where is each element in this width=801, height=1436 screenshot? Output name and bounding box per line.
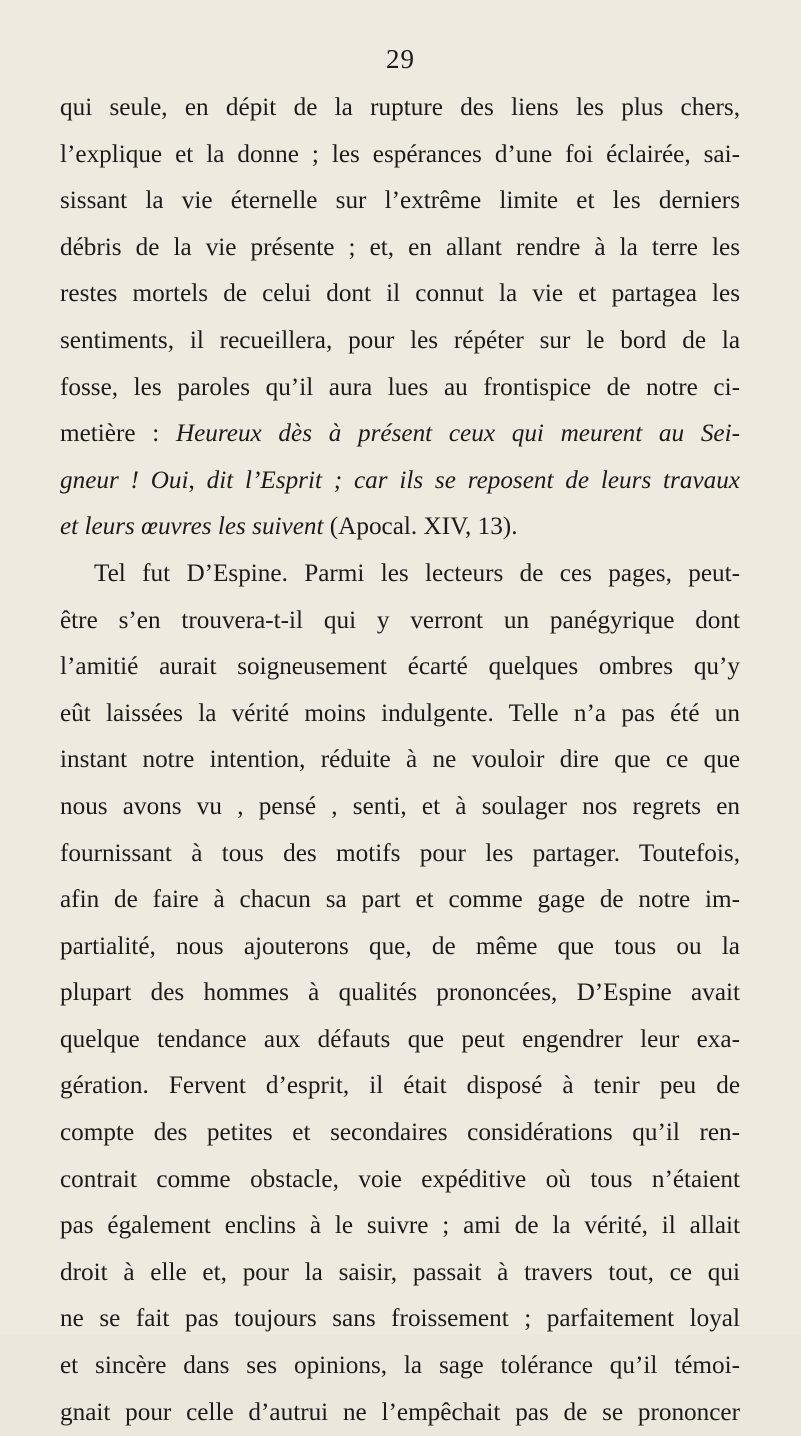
citation: (Apocal. XIV, 13). — [323, 513, 518, 541]
text-line: et sincère dans ses opinions, la sage tolérance qu’il témoi- — [60, 1352, 740, 1380]
text-line: instant notre intention, réduite à ne vouloir dire que ce que — [60, 746, 740, 774]
paragraph-start: Tel fut D’Espine. Parmi les lecteurs de ces pages, peut- — [94, 559, 740, 587]
text-line — [60, 504, 740, 551]
scripture-quote: et leurs œuvres les suivent — [60, 513, 324, 541]
text-line: être s’en trouvera-t-il qui y verront un panégyrique dont — [60, 606, 740, 634]
text-line: fosse, les paroles qu’il aura lues au frontispice de notre ci- — [60, 373, 740, 401]
text-line: débris de la vie présente ; et, en allant rendre à la terre les — [60, 233, 740, 261]
text-line: ne se fait pas toujours sans froissement ; parfaitement loyal — [60, 1305, 740, 1333]
text-line: restes mortels de celui dont il connut la vie et partagea les — [60, 280, 740, 308]
text-run: , — [188, 466, 207, 494]
text-line: eût laissées la vérité moins indulgente. Telle n’a pas été un — [60, 699, 740, 727]
text-line: sissant la vie éternelle sur l’extrême limite et les derniers — [60, 187, 740, 215]
scripture-quote: dit l’Esprit ; car ils se reposent de leurs travaux — [206, 466, 740, 494]
text-line — [60, 411, 740, 458]
text-line: pas également enclins à le suivre ; ami de la vérité, il allait — [60, 1212, 740, 1240]
text-line: fournissant à tous des motifs pour les partager. Toutefois, — [60, 839, 740, 867]
text-line: sentiments, il recueillera, pour les répéter sur le bord de la — [60, 326, 740, 354]
text-line: contrait comme obstacle, voie expéditive où tous n’étaient — [60, 1165, 740, 1193]
text-line: gnait pour celle d’autrui ne l’empêchait pas de se prononcer — [60, 1398, 740, 1426]
text-line — [60, 458, 740, 505]
text-line: afin de faire à chacun sa part et comme gage de notre im- — [60, 886, 740, 914]
text-line: partialité, nous ajouterons que, de même que tous ou la — [60, 932, 740, 960]
text-run: metière : — [60, 420, 176, 448]
text-line: l’explique et la donne ; les espérances d’une foi éclairée, sai- — [60, 140, 740, 168]
text-line: gération. Fervent d’esprit, il était disposé à tenir peu de — [60, 1072, 740, 1100]
text-line: plupart des hommes à qualités prononcées, D’Espine avait — [60, 979, 740, 1007]
page-number: 29 — [386, 44, 415, 74]
text-line: compte des petites et secondaires considérations qu’il ren- — [60, 1119, 740, 1147]
text-line: l’amitié aurait soigneusement écarté quelques ombres qu’y — [60, 653, 740, 681]
body-text — [60, 85, 740, 1436]
text-line: droit à elle et, pour la saisir, passait à travers tout, ce qui — [60, 1258, 740, 1286]
text-line: quelque tendance aux défauts que peut engendrer leur exa- — [60, 1025, 740, 1053]
scripture-quote: Heureux dès à présent ceux qui meurent au Sei- — [175, 420, 740, 448]
text-line: nous avons vu , pensé , senti, et à soulager nos regrets en — [60, 792, 740, 820]
text-line: qui seule, en dépit de la rupture des liens les plus chers, — [60, 94, 740, 121]
scripture-quote: gneur ! Oui — [60, 466, 189, 494]
